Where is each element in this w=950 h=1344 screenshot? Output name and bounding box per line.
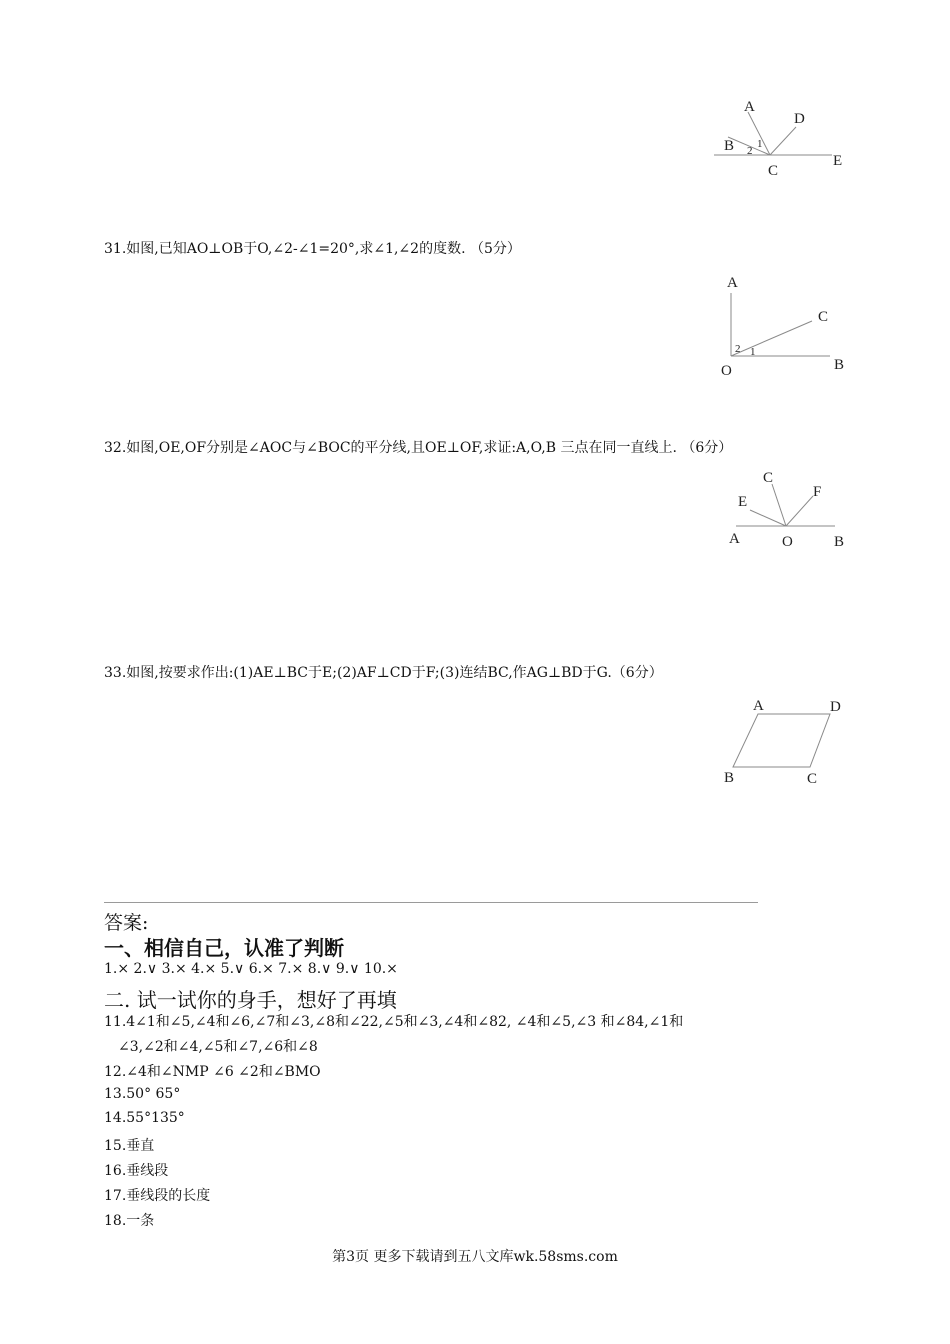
question-33: 33.如图,按要求作出:(1)AE⊥BC于E;(2)AF⊥CD于F;(3)连结BC,作AG⊥BD于G.（6分） xyxy=(104,665,663,681)
answer-divider xyxy=(104,902,758,903)
answer-11-line-2: ∠3,∠2和∠4,∠5和∠7,∠6和∠8 xyxy=(118,1039,318,1055)
figure-q31 xyxy=(700,268,860,383)
answer-12: 12.∠4和∠NMP ∠6 ∠2和∠BMO xyxy=(104,1064,321,1080)
answer-16: 16.垂线段 xyxy=(104,1163,169,1179)
label-c: C xyxy=(763,470,774,486)
question-32: 32.如图,OE,OF分别是∠AOC与∠BOC的平分线,且OE⊥OF,求证:A,O,B 三点在同一直线上. （6分） xyxy=(104,440,733,456)
figure-q30 xyxy=(700,95,860,185)
answer-17: 17.垂线段的长度 xyxy=(104,1188,211,1204)
label-a: A xyxy=(729,531,740,547)
label-b: B xyxy=(724,770,735,786)
label-c: C xyxy=(768,163,779,179)
figure-q33-parallelogram xyxy=(700,690,860,790)
label-e: E xyxy=(833,153,843,169)
question-31: 31.如图,已知AO⊥OB于O,∠2-∠1=20°,求∠1,∠2的度数. （5分） xyxy=(104,241,521,257)
line-oc xyxy=(731,321,812,356)
label-angle-2: 2 xyxy=(747,145,753,157)
answers-section-2-heading: 二. 试一试你的身手，想好了再填 xyxy=(104,988,397,1012)
label-angle-2: 2 xyxy=(735,343,741,355)
parallelogram-abcd xyxy=(733,714,830,767)
label-c: C xyxy=(818,309,829,325)
label-d: D xyxy=(830,699,841,715)
line-oe xyxy=(750,510,786,526)
answers-judgement-line: 1.× 2.∨ 3.× 4.× 5.∨ 6.× 7.× 8.∨ 9.∨ 10.× xyxy=(104,961,398,977)
answer-13: 13.50° 65° xyxy=(104,1086,181,1102)
label-e: E xyxy=(738,494,748,510)
label-o: O xyxy=(721,363,732,379)
label-a: A xyxy=(727,275,738,291)
answers-title: 答案: xyxy=(104,912,149,934)
answer-15: 15.垂直 xyxy=(104,1138,155,1154)
label-c: C xyxy=(807,771,818,787)
line-of xyxy=(786,496,813,526)
label-b: B xyxy=(834,357,845,373)
label-angle-1: 1 xyxy=(757,138,763,150)
answer-18: 18.一条 xyxy=(104,1213,155,1229)
answers-section-1-heading: 一、相信自己，认准了判断 xyxy=(104,936,344,960)
label-a: A xyxy=(753,698,764,714)
label-f: F xyxy=(813,484,822,500)
label-o: O xyxy=(782,534,793,550)
line-oc xyxy=(772,484,786,526)
figure-q32 xyxy=(700,462,860,557)
page-footer: 第3页 更多下载请到五八文库wk.58sms.com xyxy=(332,1249,618,1265)
answer-11-line-1: 11.4∠1和∠5,∠4和∠6,∠7和∠3,∠8和∠22,∠5和∠3,∠4和∠82, ∠4和∠5,∠3 和∠84,∠1和 xyxy=(104,1014,684,1030)
answer-14: 14.55°135° xyxy=(104,1110,185,1126)
label-angle-1: 1 xyxy=(750,346,756,358)
label-b: B xyxy=(724,138,735,154)
label-a: A xyxy=(744,99,755,115)
label-d: D xyxy=(794,111,805,127)
label-b: B xyxy=(834,534,845,550)
line-cd xyxy=(770,127,796,155)
